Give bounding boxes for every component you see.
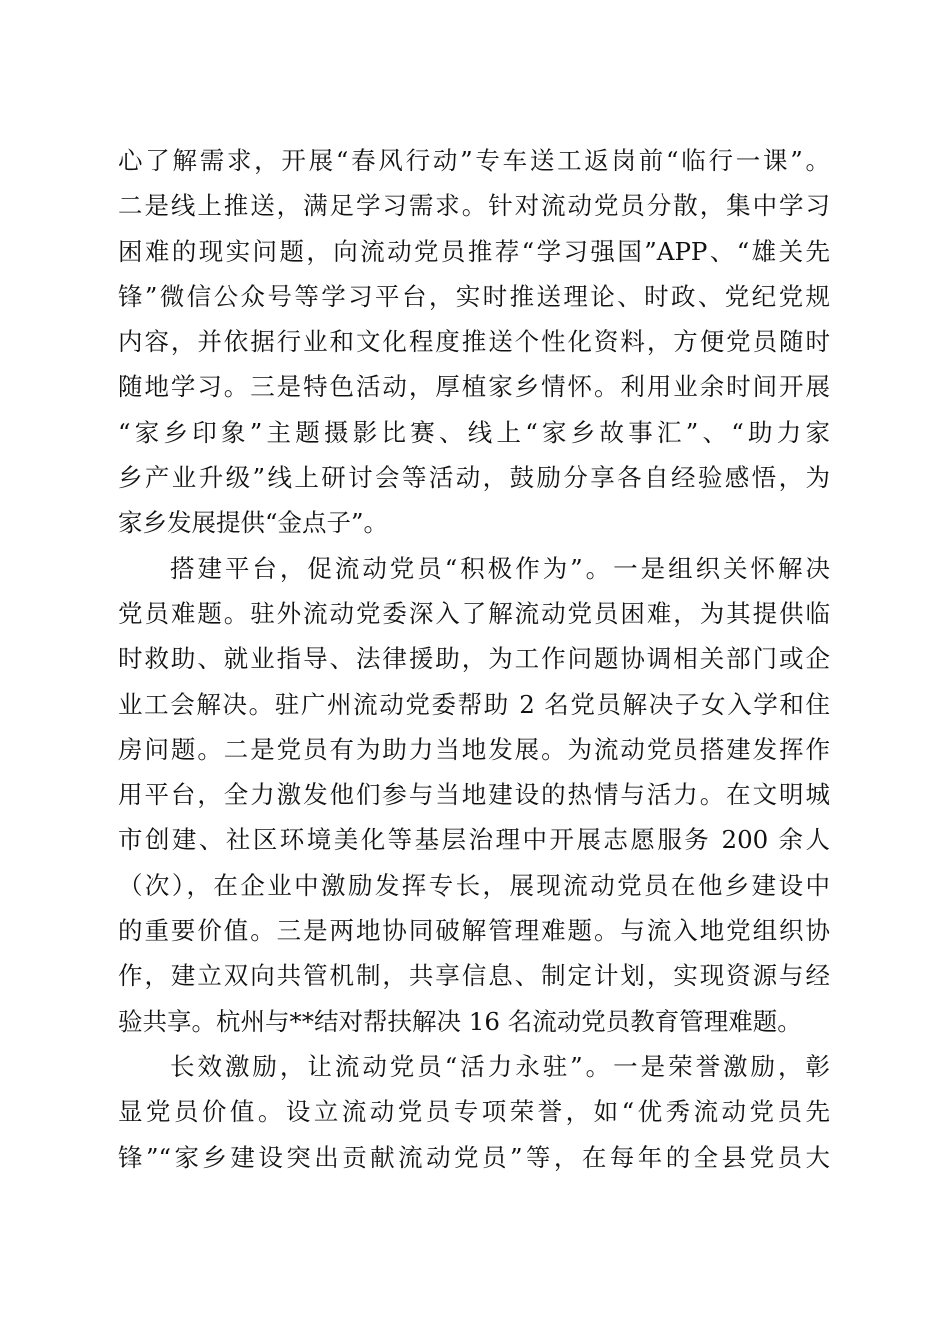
- body-line: 党员难题。驻外流动党委深入了解流动党员困难，为其提供临: [118, 598, 830, 628]
- body-line: 乡产业升级”线上研讨会等活动，鼓励分享各自经验感悟，为: [118, 463, 830, 493]
- body-line: 市创建、社区环境美化等基层治理中开展志愿服务 200 余人: [118, 825, 830, 855]
- body-line: 困难的现实问题，向流动党员推荐“学习强国”APP、“雄关先: [118, 236, 830, 266]
- body-line: 作，建立双向共管机制，共享信息、制定计划，实现资源与经: [118, 961, 830, 991]
- body-line: 家乡发展提供“金点子”。: [118, 508, 389, 538]
- body-line: 锋”“家乡建设突出贡献流动党员”等，在每年的全县党员大: [118, 1142, 830, 1172]
- body-line: “家乡印象”主题摄影比赛、线上“家乡故事汇”、“助力家: [118, 417, 830, 447]
- body-line: 二是线上推送，满足学习需求。针对流动党员分散，集中学习: [118, 191, 830, 221]
- body-line: （次），在企业中激励发挥专长，展现流动党员在他乡建设中: [118, 870, 830, 900]
- paragraph-start-line: 搭建平台，促流动党员“积极作为”。一是组织关怀解决: [170, 553, 830, 583]
- body-line: 用平台，全力激发他们参与当地建设的热情与活力。在文明城: [118, 780, 830, 810]
- body-line: 随地学习。三是特色活动，厚植家乡情怀。利用业余时间开展: [118, 372, 830, 402]
- body-line: 内容，并依据行业和文化程度推送个性化资料，方便党员随时: [118, 327, 830, 357]
- body-line: 锋”微信公众号等学习平台，实时推送理论、时政、党纪党规: [118, 281, 830, 311]
- body-line: 房问题。二是党员有为助力当地发展。为流动党员搭建发挥作: [118, 734, 830, 764]
- body-line: 的重要价值。三是两地协同破解管理难题。与流入地党组织协: [118, 916, 830, 946]
- body-line: 验共享。杭州与**结对帮扶解决 16 名流动党员教育管理难题。: [118, 1006, 802, 1036]
- body-line: 显党员价值。设立流动党员专项荣誉，如“优秀流动党员先: [118, 1097, 830, 1127]
- body-line: 时救助、就业指导、法律援助，为工作问题协调相关部门或企: [118, 644, 830, 674]
- body-line: 业工会解决。驻广州流动党委帮助 2 名党员解决子女入学和住: [118, 689, 830, 719]
- document-body: [118, 138, 830, 1180]
- body-line: 心了解需求，开展“春风行动”专车送工返岗前“临行一课”。: [118, 146, 830, 175]
- paragraph-start-line: 长效激励，让流动党员“活力永驻”。一是荣誉激励，彰: [170, 1051, 830, 1081]
